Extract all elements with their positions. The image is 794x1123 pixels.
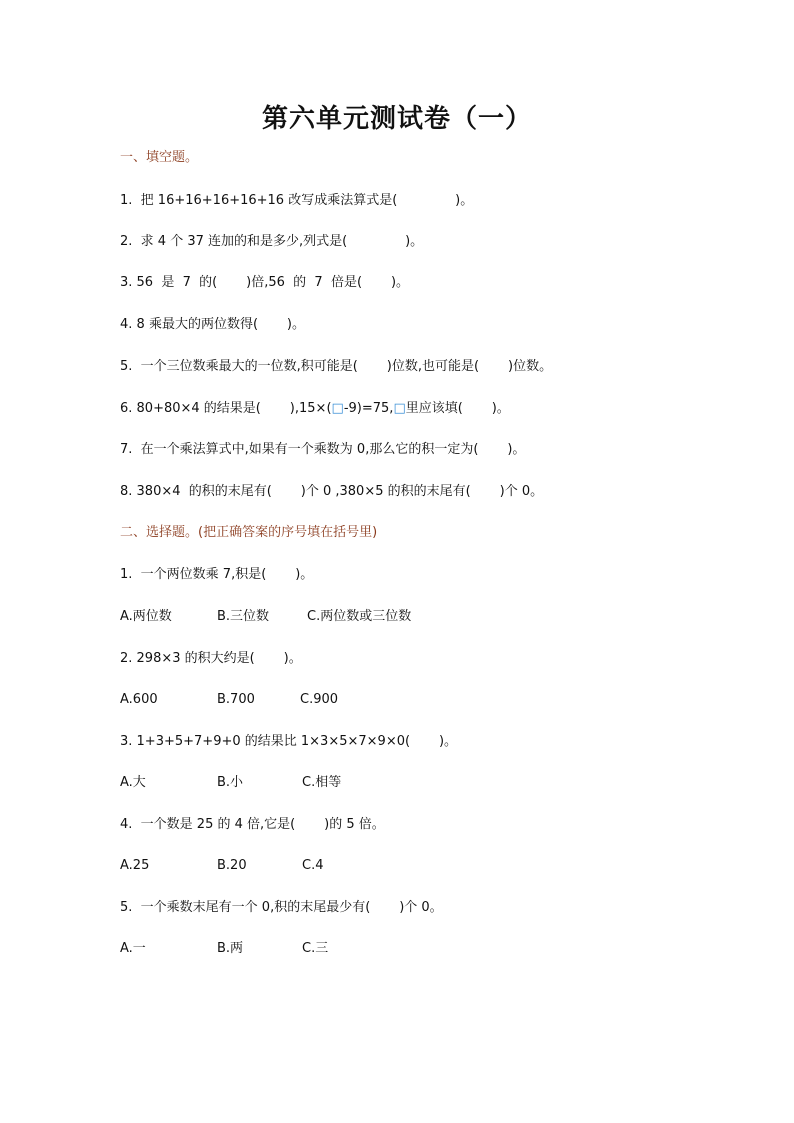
section-heading-fill-blank: 一、填空题。 xyxy=(120,150,199,165)
option-b: B.小 xyxy=(217,775,244,790)
question-2-2-options xyxy=(120,691,540,709)
question-2-1-options xyxy=(120,608,540,626)
question-1-7: 7. 在一个乘法算式中,如果有一个乘数为 0,那么它的积一定为( )。 xyxy=(120,442,526,457)
question-1-6-part3: 里应该填( )。 xyxy=(405,401,510,416)
question-1-6-part1: 6. 80+80×4 的结果是( ),15×( xyxy=(120,401,332,416)
question-2-1: 1. 一个两位数乘 7,积是( )。 xyxy=(120,567,314,582)
question-1-1: 1. 把 16+16+16+16+16 改写成乘法算式是( )。 xyxy=(120,193,474,208)
option-a: A.一 xyxy=(120,941,146,956)
section-heading-multiple-choice: 二、选择题。(把正确答案的序号填在括号里) xyxy=(120,525,378,540)
question-2-2: 2. 298×3 的积大约是( )。 xyxy=(120,651,302,666)
question-2-5: 5. 一个乘数末尾有一个 0,积的末尾最少有( )个 0。 xyxy=(120,900,443,915)
option-a: A.大 xyxy=(120,775,146,790)
option-a: A.600 xyxy=(120,692,158,707)
option-c: C.两位数或三位数 xyxy=(307,609,412,624)
option-c: C.相等 xyxy=(302,775,342,790)
option-c: C.900 xyxy=(300,692,339,707)
page-title: 第六单元测试卷（一） xyxy=(261,104,532,134)
question-1-3: 3. 56 是 7 的( )倍,56 的 7 倍是( )。 xyxy=(120,275,410,290)
option-b: B.700 xyxy=(217,692,255,707)
blank-square-icon: □ xyxy=(393,401,406,416)
question-2-5-options xyxy=(120,940,540,958)
option-a: A.两位数 xyxy=(120,609,172,624)
question-1-6 xyxy=(120,400,510,418)
question-1-6-part2: -9)=75, xyxy=(343,401,394,416)
option-a: A.25 xyxy=(120,858,150,873)
question-2-3: 3. 1+3+5+7+9+0 的结果比 1×3×5×7×9×0( )。 xyxy=(120,734,458,749)
option-b: B.20 xyxy=(217,858,247,873)
question-1-2: 2. 求 4 个 37 连加的和是多少,列式是( )。 xyxy=(120,234,424,249)
question-1-8: 8. 380×4 的积的末尾有( )个 0 ,380×5 的积的末尾有( )个 0。 xyxy=(120,484,544,499)
question-2-4-options xyxy=(120,857,540,875)
option-b: B.两 xyxy=(217,941,244,956)
question-1-5: 5. 一个三位数乘最大的一位数,积可能是( )位数,也可能是( )位数。 xyxy=(120,359,553,374)
question-2-3-options xyxy=(120,774,540,792)
option-c: C.三 xyxy=(302,941,329,956)
question-1-4: 4. 8 乘最大的两位数得( )。 xyxy=(120,317,306,332)
question-2-4: 4. 一个数是 25 的 4 倍,它是( )的 5 倍。 xyxy=(120,817,385,832)
option-c: C.4 xyxy=(302,858,324,873)
blank-square-icon: □ xyxy=(331,401,344,416)
option-b: B.三位数 xyxy=(217,609,270,624)
